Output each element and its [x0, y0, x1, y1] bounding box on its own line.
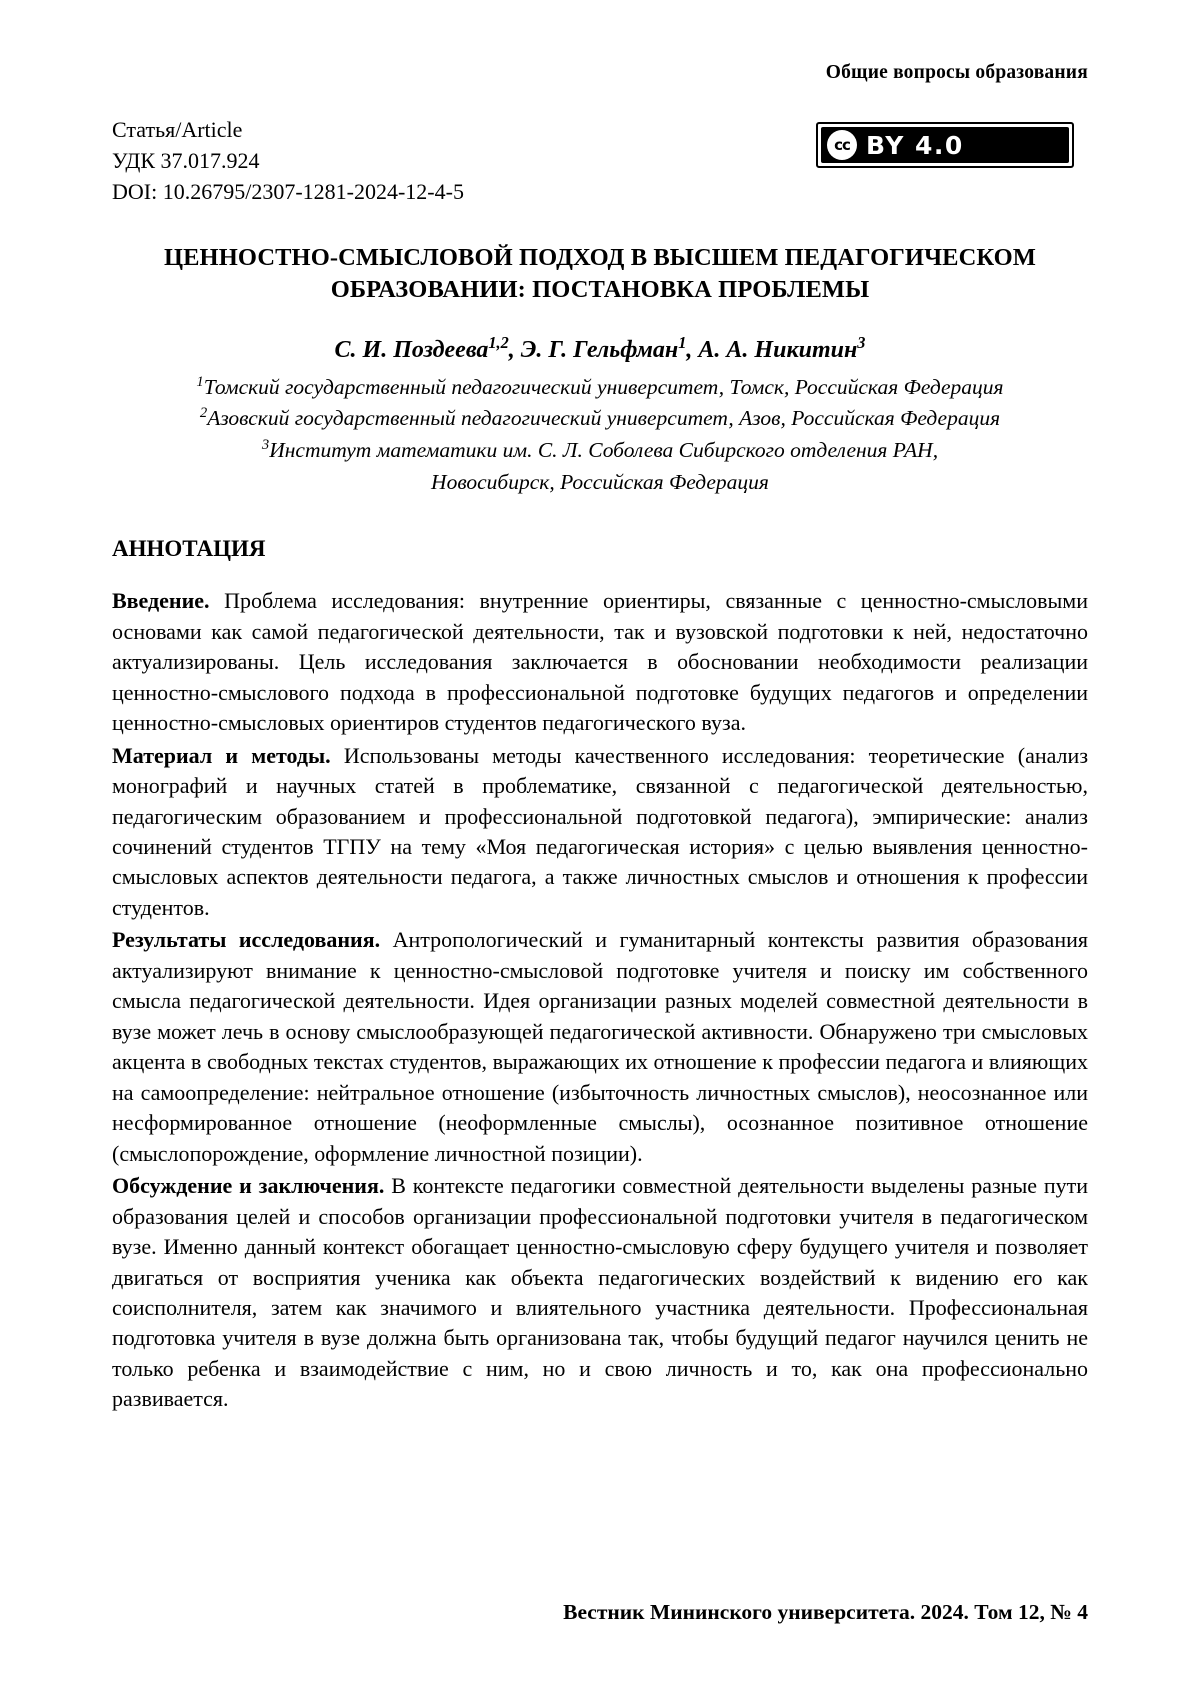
abstract-section-label: Результаты исследования. — [112, 927, 381, 953]
author-separator-2: , — [686, 336, 699, 363]
affiliation-marker: 2 — [199, 405, 208, 422]
abstract-heading: АННОТАЦИЯ — [112, 536, 266, 562]
abstract-section-text: Использованы методы качественного исследования: теоретические (анализ монографий и научных статей в проблематике, связанной с педагогической деятельностью, педагогическим образованием и профессиональной подготовкой педагога), эмпирические: анализ сочинений студентов ТГПУ на тему «Моя педагогическая история» с целью выявления ценностно-смысловых аспектов деятельности педагога, а также личностных смыслов и отношения к профессии студентов. — [112, 742, 1089, 920]
author-list — [112, 332, 1088, 364]
abstract-body — [112, 586, 1088, 1415]
page-footer: Вестник Мининского университета. 2024. Том 12, № 4 — [563, 1600, 1088, 1624]
article-meta-row — [112, 114, 1088, 208]
affiliation-text: Новосибирск, Российская Федерация — [431, 469, 769, 494]
article-meta — [112, 114, 464, 208]
page-title: ЦЕННОСТНО-СМЫСЛОВОЙ ПОДХОД В ВЫСШЕМ ПЕДАГОГИЧЕСКОМ ОБРАЗОВАНИИ: ПОСТАНОВКА ПРОБЛЕМЫ — [163, 243, 1037, 304]
affiliation-item — [112, 372, 1088, 404]
cc-license-label: BY 4.0 — [866, 130, 964, 160]
author-3-affiliation-marker: 3 — [857, 332, 866, 352]
author-2-name: Э. Г. Гельфман — [520, 336, 679, 363]
creative-commons-badge[interactable] — [816, 122, 1074, 168]
abstract-section — [112, 741, 1088, 924]
abstract-section — [112, 586, 1088, 738]
author-1-name: С. И. Поздеева — [334, 336, 489, 363]
author-1-affiliation-marker: 1,2 — [488, 332, 509, 352]
affiliation-item — [112, 467, 1088, 499]
article-type: Статья/Article — [112, 117, 243, 142]
affiliation-text: Томский государственный педагогический университет, Томск, Российская Федерация — [203, 374, 1004, 399]
running-head: Общие вопросы образования — [825, 62, 1088, 83]
affiliation-text: Азовский государственный педагогический университет, Азов, Российская Федерация — [207, 406, 1001, 431]
udk-code: УДК 37.017.924 — [112, 148, 260, 174]
abstract-section-label: Введение. — [112, 588, 210, 614]
abstract-section-label: Материал и методы. — [112, 742, 331, 768]
affiliation-list — [112, 372, 1088, 498]
cc-badge-inner — [821, 127, 1069, 163]
author-2-affiliation-marker: 1 — [678, 332, 687, 352]
affiliation-item — [112, 403, 1088, 435]
author-separator-1: , — [508, 336, 521, 363]
abstract-section — [112, 1171, 1088, 1415]
abstract-section-text: Антропологический и гуманитарный контексты развития образования актуализируют внимание к ценностно-смысловой подготовке учителя и поиску им собственного смысла педагогической деятельности. Идея организации разных моделей совместной деятельности в вузе может лечь в основу смыслообразующей педагогической активности. Обнаружено три смысловых акцента в свободных текстах студентов, выражающих их отношение к профессии педагога и влияющих на самоопределение: нейтральное отношение (избыточность личностных смыслов), неосознанное или несформированное отношение (неоформленные смыслы), осознанное позитивное отношение (смыслопорождение, оформление личностной позиции). — [112, 927, 1088, 1166]
doi-code: DOI: 10.26795/2307-1281-2024-12-4-5 — [112, 179, 464, 205]
abstract-section-text: Проблема исследования: внутренние ориентиры, связанные с ценностно-смысловыми основами как самой педагогической деятельности, так и вузовской подготовки к ней, недостаточно актуализированы. Цель исследования заключается в обосновании необходимости реализации ценностно-смыслового подхода в профессиональной подготовке будущих педагогов и определении ценностно-смысловых ориентиров студентов педагогического вуза. — [112, 588, 1088, 736]
affiliation-text: Институт математики им. С. Л. Соболева Сибирского отделения РАН, — [269, 438, 939, 463]
affiliation-marker: 3 — [261, 436, 270, 453]
abstract-section — [112, 925, 1088, 1169]
cc-logo-icon: cc — [827, 130, 857, 160]
affiliation-marker: 1 — [196, 373, 204, 390]
affiliation-item — [112, 435, 1088, 467]
abstract-section-text: В контексте педагогики совместной деятельности выделены разные пути образования целей и способов организации профессиональной подготовки учителя в педагогическом вузе. Именно данный контекст обогащает ценностно-смысловую сферу будущего учителя и позволяет двигаться от восприятия ученика как объекта педагогических воздействий к видению его как соисполнителя, затем как значимого и влиятельного участника деятельности. Профессиональная подготовка учителя в вузе должна быть организована так, чтобы будущий педагог научился ценить не только ребенка и взаимодействие с ним, но и свою личность и то, как она профессионально развивается. — [112, 1173, 1088, 1412]
author-3-name: А. А. Никитин — [698, 336, 858, 363]
abstract-section-label: Обсуждение и заключения. — [112, 1173, 385, 1199]
